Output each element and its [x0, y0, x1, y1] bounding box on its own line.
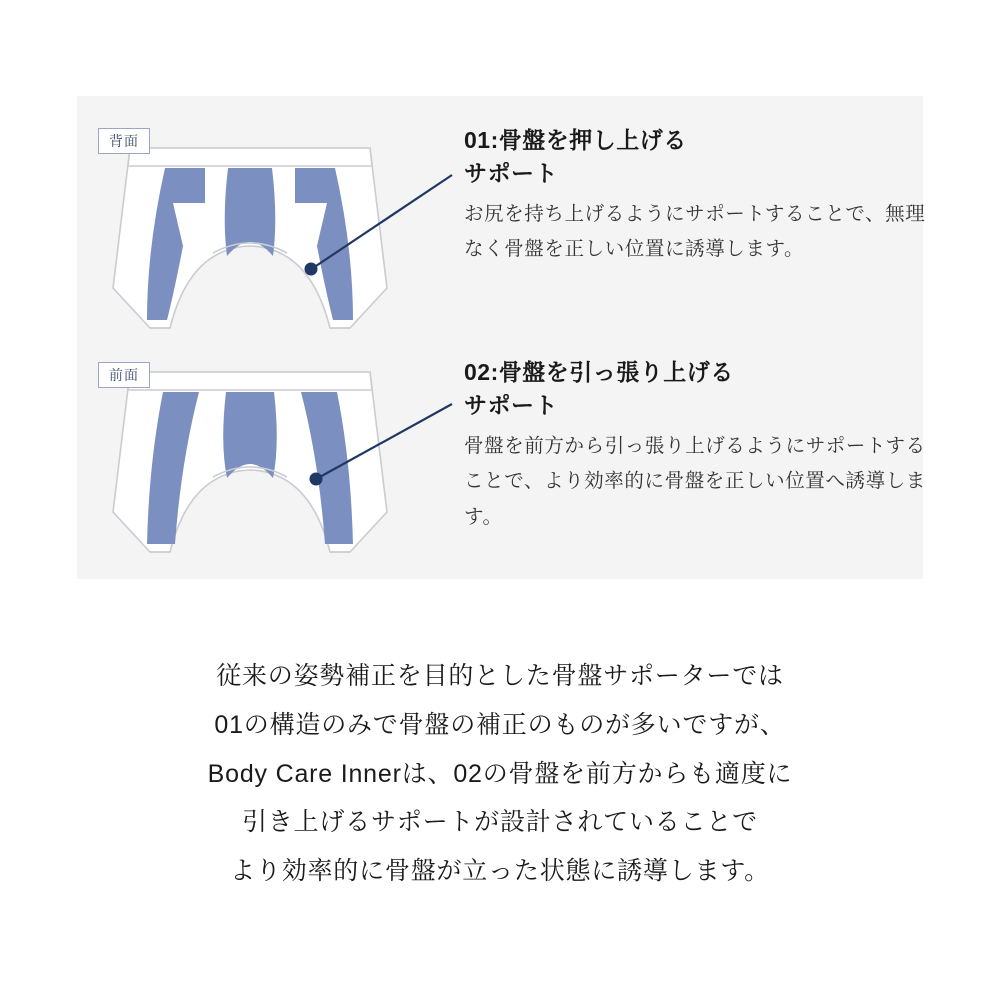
- waistband-back: [128, 148, 372, 166]
- callout-01-title-line1: 01:骨盤を押し上げる: [464, 127, 687, 153]
- callout-02-title-line2: サポート: [464, 392, 558, 419]
- view-tag-front: 前面: [98, 362, 150, 388]
- callout-02-body: 骨盤を前方から引っ張り上げるようにサポートすることで、より効率的に骨盤を正しい位置へ誘導します。: [464, 434, 926, 528]
- callout-01-body: お尻を持ち上げるようにサポートすることで、無理なく骨盤を正しい位置に誘導します。: [464, 202, 926, 261]
- callout-01: [464, 124, 934, 268]
- callout-02-title: [464, 356, 934, 423]
- callout-02-title-line1: 02:骨盤を引っ張り上げる: [464, 359, 734, 385]
- callout-02: [464, 356, 934, 535]
- figure-back-view: [95, 128, 405, 343]
- summary-line-4: 引き上げるサポートが設計されていることで: [241, 808, 758, 837]
- waistband-front: [128, 372, 372, 390]
- summary-line-3: Body Care Innerは、02の骨盤を前方からも適度に: [207, 759, 793, 788]
- callout-01-title: [464, 124, 934, 191]
- summary-line-2: 01の構造のみで骨盤の補正のものが多いですが、: [214, 710, 786, 739]
- callout-01-title-line2: サポート: [464, 160, 558, 187]
- view-tag-back: 背面: [98, 128, 150, 154]
- summary-line-5: より効率的に骨盤が立った状態に誘導します。: [230, 857, 770, 885]
- summary-paragraph: [50, 652, 950, 896]
- summary-line-1: 従来の姿勢補正を目的とした骨盤サポーターでは: [216, 662, 784, 690]
